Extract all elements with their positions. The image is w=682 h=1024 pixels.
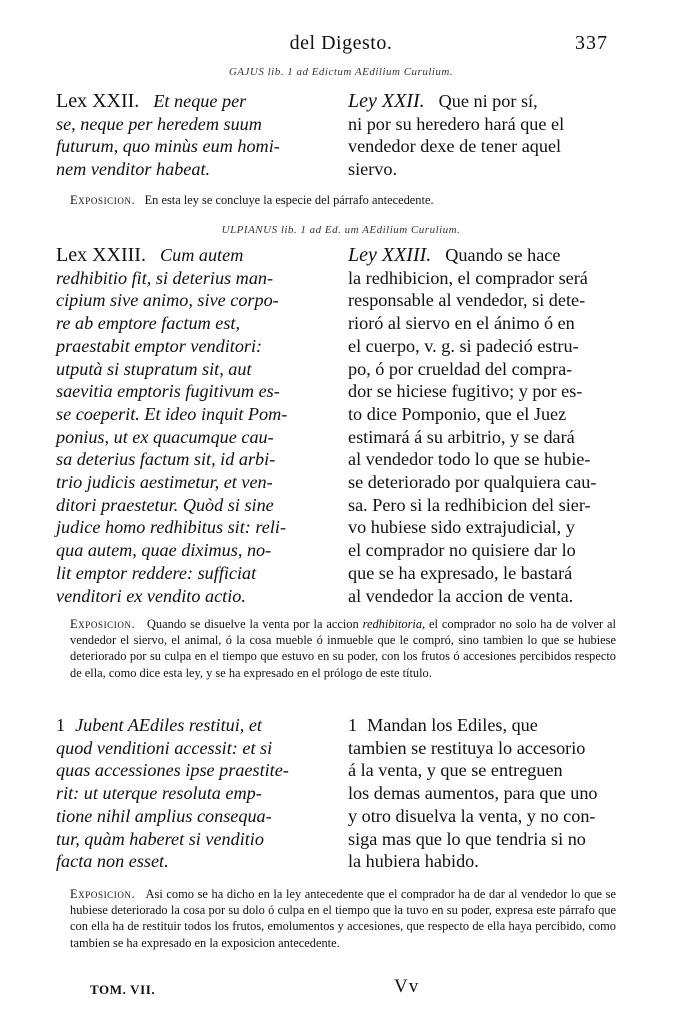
ley-22-spanish-line-2: ni por su heredero hará que el: [348, 113, 565, 134]
ley-23-heading: Ley XXIII.: [348, 244, 432, 266]
exposicion-1: [70, 192, 616, 208]
lex-23-latin-line: praestabit emptor venditori:: [56, 335, 263, 356]
lex-23-latin-line: re ab emptore factum est,: [56, 313, 241, 334]
exposicion-2-text-b: , el comprador no solo ha de volver al vendedor el siervo, el animal, ó la cosa mueble ó inmueble que le compró, sino tambien lo que se hubiese deteriorado por su culpa en el tiempo que estuvo en su poder, con los frutos ó accesiones percibidos respecto de ella, como dice esta ley, y se ha expresado en el prólogo de este título.: [70, 617, 616, 680]
ley-23-spanish-line: la redhibicion, el comprador será: [348, 267, 588, 288]
exposicion-2-text-a: Quando se disuelve la venta por la accion: [146, 617, 359, 631]
para-1-spanish-line: tambien se restituya lo accesorio: [348, 737, 586, 758]
ley-23-spanish-line: al vendedor la accion de venta.: [348, 585, 574, 606]
para-1-spanish-line-1: 1 Mandan los Ediles, que: [348, 715, 538, 735]
ley-23-spanish-line: estimará á su arbitrio, y se dará: [348, 426, 575, 447]
lex-23-latin-line: trio judicis aestimetur, et ven-: [56, 472, 273, 493]
ley-23-spanish-line: dor se hiciese fugitivo; y por es-: [348, 381, 583, 402]
para-1-number-latin: 1: [56, 715, 66, 735]
running-head: del Digesto.: [289, 32, 393, 54]
para-1-spanish-line: la hubiera habido.: [348, 851, 479, 872]
para-1-number-spanish: 1: [348, 715, 358, 735]
lex-23-latin-line: sa deterius factum sit, id arbi-: [56, 449, 276, 470]
ley-23-spanish-line: vo hubiese sido extrajudicial, y: [348, 517, 575, 538]
ley-23-spanish-line: po, ó por crueldad del compra-: [348, 358, 573, 379]
para-1-latin: [56, 714, 336, 873]
lex-23-latin-line: utputà si stupratum sit, aut: [56, 358, 252, 379]
lex-22-latin-line-1: Lex XXII. Et neque per: [56, 90, 247, 112]
ley-23-spanish-line: al vendedor todo lo que se hubie-: [348, 449, 591, 470]
exposicion-3-label: Exposicion.: [70, 887, 136, 901]
ley-23-spanish-line-1: Ley XXIII. Quando se hace: [348, 244, 561, 266]
lex-22-latin-line-3: futurum, quo minùs eum homi-: [56, 136, 280, 157]
lex-23-latin-line: saevitia emptoris fugitivum es-: [56, 381, 280, 402]
lex-23-latin-line: lit emptor reddere: sufficiat: [56, 562, 257, 583]
ley-23-spanish: [348, 244, 616, 607]
exposicion-1-text: En esta ley se concluye la especie del párrafo antecedente.: [144, 193, 434, 207]
ley-23-spanish-line: to dice Pomponio, que el Juez: [348, 403, 567, 424]
ley-23-spanish-line: sa. Pero si la redhibicion del sier-: [348, 494, 591, 515]
lex-23-latin: [56, 244, 336, 607]
ley-22-spanish: [348, 90, 616, 181]
signature-mark: Vv: [394, 976, 420, 997]
para-1-spanish: [348, 714, 616, 873]
volume-footer: TOM. VII.: [90, 982, 156, 997]
exposicion-2-label: Exposicion.: [70, 617, 136, 631]
lex-23-latin-line-1: Lex XXIII. Cum autem: [56, 244, 244, 266]
lex-22-latin-line-4: nem venditor habeat.: [56, 159, 211, 180]
lex-22-latin-line-2: se, neque per heredem suum: [56, 113, 262, 134]
lex-23-latin-line: ditori praestetur. Quòd si sine: [56, 494, 274, 515]
lex-23-heading: Lex XXIII.: [56, 244, 146, 266]
lex-23-latin-line: se coeperit. Et ideo inquit Pom-: [56, 403, 288, 424]
exposicion-3: [70, 886, 616, 951]
ley-22-heading: Ley XXII.: [348, 90, 425, 112]
ley-22-spanish-line-4: siervo.: [348, 159, 397, 180]
exposicion-2-italic-term: redhibitoria: [362, 617, 423, 631]
para-1-latin-line: rit: ut uterque resoluta emp-: [56, 783, 262, 804]
ley-23-spanish-line: responsable al vendedor, si dete-: [348, 290, 586, 311]
para-1-latin-line: quas accessiones ipse praestite-: [56, 760, 289, 781]
ley-22-spanish-line-1: Ley XXII. Que ni por sí,: [348, 90, 538, 112]
para-1-spanish-line: siga mas que lo que tendria si no: [348, 828, 586, 849]
lex-23-latin-line: ponius, ut ex quacumque cau-: [56, 426, 274, 447]
exposicion-3-text: Asi como se ha dicho en la ley antecedente que el comprador ha de dar al vendedor lo que se hubiese deteriorado la cosa por su dolo ó culpa en el tiempo que la tuvo en su poder, expresa este párrafo que con ella ha de restituir todos los frutos, emolumentos y accesiones, que respecto de ella haya percibido, como tambien se ha expresado en la exposicion antecedente.: [70, 887, 616, 950]
lex-23-latin-line: judice homo redhibitus sit: reli-: [56, 517, 287, 538]
para-1-latin-line: facta non esset.: [56, 851, 169, 872]
lex-23-latin-line: venditori ex vendito actio.: [56, 585, 246, 606]
para-1-latin-line: tione nihil amplius consequa-: [56, 805, 272, 826]
lex-22-heading: Lex XXII.: [56, 90, 140, 112]
para-1-spanish-line: á la venta, y que se entreguen: [348, 760, 563, 781]
exposicion-2: [70, 616, 616, 681]
para-1-spanish-line: y otro disuelva la venta, y no con-: [348, 805, 596, 826]
ley-23-spanish-line: que se ha expresado, le bastará: [348, 562, 573, 583]
ley-23-spanish-line: rioró al siervo en el ánimo ó en: [348, 313, 575, 334]
ley-23-spanish-line: se deteriorado por qualquiera cau-: [348, 472, 597, 493]
ley-23-spanish-line: el comprador no quisiere dar lo: [348, 540, 576, 561]
source-attribution-gaius: GAJUS lib. 1 ad Edictum AEdilium Curulium.: [228, 66, 454, 78]
lex-23-latin-line: qua autem, quae diximus, no-: [56, 540, 272, 561]
lex-23-latin-line: redhibitio fit, si deterius man-: [56, 267, 274, 288]
ley-23-spanish-line: el cuerpo, v. g. si padeció estru-: [348, 335, 579, 356]
page-number: 337: [575, 32, 608, 54]
lex-23-latin-line: cipium sive animo, sive corpo-: [56, 290, 279, 311]
lex-22-latin: [56, 90, 336, 181]
para-1-latin-line: tur, quàm haberet si venditio: [56, 828, 264, 849]
para-1-latin-line-1: 1 Jubent AEdiles restitui, et: [56, 715, 262, 735]
source-attribution-ulpianus: ULPIANUS lib. 1 ad Ed. um AEdilium Curulium.: [221, 224, 461, 236]
exposicion-1-label: Exposicion.: [70, 193, 136, 207]
ley-22-spanish-line-3: vendedor dexe de tener aquel: [348, 136, 562, 157]
para-1-spanish-line: los demas aumentos, para que uno: [348, 783, 598, 804]
para-1-latin-line: quod venditioni accessit: et si: [56, 737, 273, 758]
